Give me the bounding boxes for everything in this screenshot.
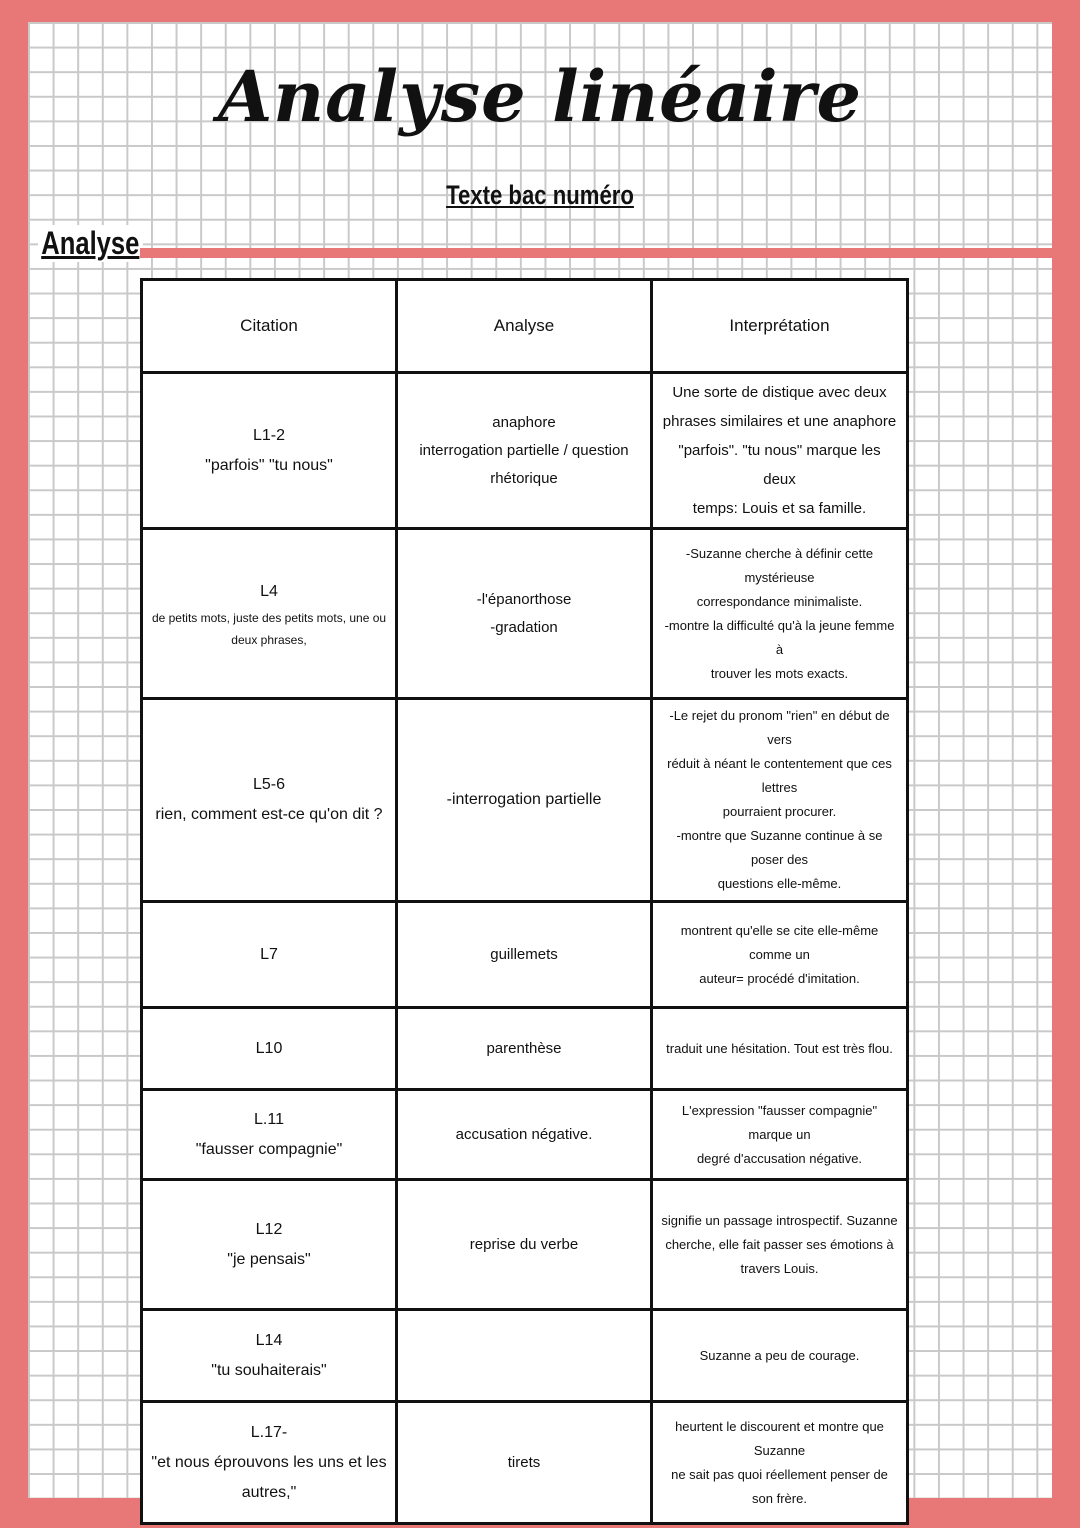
interpretation-text: réduit à néant le contentement que ces lettres [667, 756, 892, 795]
analyse-text: accusation négative. [455, 1125, 593, 1143]
quote: "et nous éprouvons les uns et les [151, 1453, 387, 1471]
column-header-citation: Citation [142, 280, 397, 373]
interpretation-cell [652, 1008, 908, 1090]
table-row [142, 1008, 908, 1090]
table-row [142, 1402, 908, 1524]
table-row [142, 529, 908, 699]
citation-cell [142, 902, 397, 1008]
citation-cell [142, 1310, 397, 1402]
line-ref: L5-6 [252, 776, 286, 793]
analyse-cell [397, 699, 652, 902]
citation-cell [142, 699, 397, 902]
interpretation-text: heurtent le discourent et montre que Suzanne [675, 1418, 884, 1458]
interpretation-text: -montre que Suzanne continue à se poser des [676, 828, 883, 867]
analysis-table [140, 278, 909, 1525]
section-divider [140, 248, 1052, 258]
quote: rien, comment est-ce qu'on dit ? [155, 806, 383, 823]
interpretation-text: phrases similaires et une anaphore [662, 413, 897, 430]
interpretation-text: travers Louis. [740, 1260, 819, 1276]
interpretation-cell [652, 529, 908, 699]
interpretation-text: "parfois". "tu nous" marque les deux [678, 442, 881, 488]
analyse-cell [397, 1180, 652, 1310]
analyse-cell [397, 1402, 652, 1524]
table-row [142, 1180, 908, 1310]
quote: "tu souhaiterais" [211, 1361, 327, 1379]
interpretation-text: temps: Louis et sa famille. [692, 500, 867, 517]
interpretation-text: Suzanne a peu de courage. [699, 1347, 860, 1363]
line-ref: L10 [255, 1039, 283, 1057]
analyse-cell [397, 1008, 652, 1090]
analyse-cell [397, 1310, 652, 1402]
interpretation-text: ne sait pas quoi réellement penser de son frère. [671, 1466, 888, 1506]
analyse-text: parenthèse [486, 1039, 562, 1057]
analyse-cell [397, 1090, 652, 1180]
interpretation-text: questions elle-même. [717, 876, 842, 891]
line-ref: L.17- [250, 1423, 288, 1441]
interpretation-text: montrent qu'elle se cite elle-même comme un [680, 922, 879, 962]
interpretation-text: -montre la difficulté qu'à la jeune femme à [664, 617, 895, 657]
page-subtitle: Texte bac numéro [446, 180, 634, 210]
citation-cell [142, 1090, 397, 1180]
quote: autres," [241, 1483, 297, 1501]
analyse-text: anaphore [492, 413, 556, 431]
interpretation-text: trouver les mots exacts. [710, 665, 849, 681]
analyse-text: -l'épanorthose [476, 590, 572, 608]
interpretation-text: correspondance minimaliste. [696, 593, 863, 609]
citation-cell [142, 1402, 397, 1524]
analyse-text: reprise du verbe [469, 1235, 579, 1253]
table-row [142, 902, 908, 1008]
quote: "parfois" "tu nous" [205, 456, 333, 474]
citation-cell [142, 1180, 397, 1310]
interpretation-cell [652, 373, 908, 529]
table-header-row [142, 280, 908, 373]
interpretation-cell [652, 1402, 908, 1524]
quote: "je pensais" [227, 1250, 311, 1268]
quote: de petits mots, juste des petits mots, une ou [151, 610, 387, 625]
table-row [142, 1310, 908, 1402]
line-ref: L1-2 [252, 426, 286, 444]
interpretation-text: -Suzanne cherche à définir cette mystérieuse [685, 545, 874, 585]
page-title: Analyse linéaire [217, 55, 863, 138]
interpretation-text: Une sorte de distique avec deux [672, 384, 887, 401]
quote: "fausser compagnie" [195, 1140, 343, 1158]
interpretation-text: auteur= procédé d'imitation. [699, 970, 860, 986]
analyse-cell [397, 373, 652, 529]
interpretation-cell [652, 1090, 908, 1180]
interpretation-text: -Le rejet du pronom "rien" en début de vers [669, 708, 890, 747]
interpretation-cell [652, 1310, 908, 1402]
analyse-text: -gradation [490, 618, 558, 636]
analyse-cell [397, 902, 652, 1008]
line-ref: L.11 [254, 1110, 284, 1128]
interpretation-text: degré d'accusation négative. [696, 1150, 863, 1166]
citation-cell [142, 529, 397, 699]
line-ref: L7 [260, 945, 278, 963]
citation-cell [142, 373, 397, 529]
interpretation-text: cherche, elle fait passer ses émotions à [665, 1236, 894, 1252]
analyse-text: tirets [507, 1453, 541, 1471]
interpretation-cell [652, 902, 908, 1008]
interpretation-cell [652, 1180, 908, 1310]
table-row [142, 373, 908, 529]
analyse-cell [397, 529, 652, 699]
interpretation-text: signifie un passage introspectif. Suzanne [661, 1212, 898, 1228]
analyse-text: -interrogation partielle [446, 791, 602, 808]
column-header-interpretation: Interprétation [652, 280, 908, 373]
analyse-text: interrogation partielle / question [419, 441, 629, 459]
analyse-text: guillemets [490, 945, 558, 963]
quote: deux phrases, [231, 632, 307, 647]
analyse-text: rhétorique [490, 469, 558, 487]
line-ref: L14 [255, 1331, 283, 1349]
interpretation-text: traduit une hésitation. Tout est très flou. [666, 1040, 893, 1056]
interpretation-text: L'expression "fausser compagnie" marque un [681, 1102, 878, 1142]
table-row [142, 699, 908, 902]
table-row [142, 1090, 908, 1180]
interpretation-text: pourraient procurer. [722, 804, 837, 819]
line-ref: L4 [260, 582, 278, 600]
citation-cell [142, 1008, 397, 1090]
column-header-analyse: Analyse [397, 280, 652, 373]
section-heading: Analyse [38, 225, 143, 262]
interpretation-cell [652, 699, 908, 902]
line-ref: L12 [255, 1220, 283, 1238]
